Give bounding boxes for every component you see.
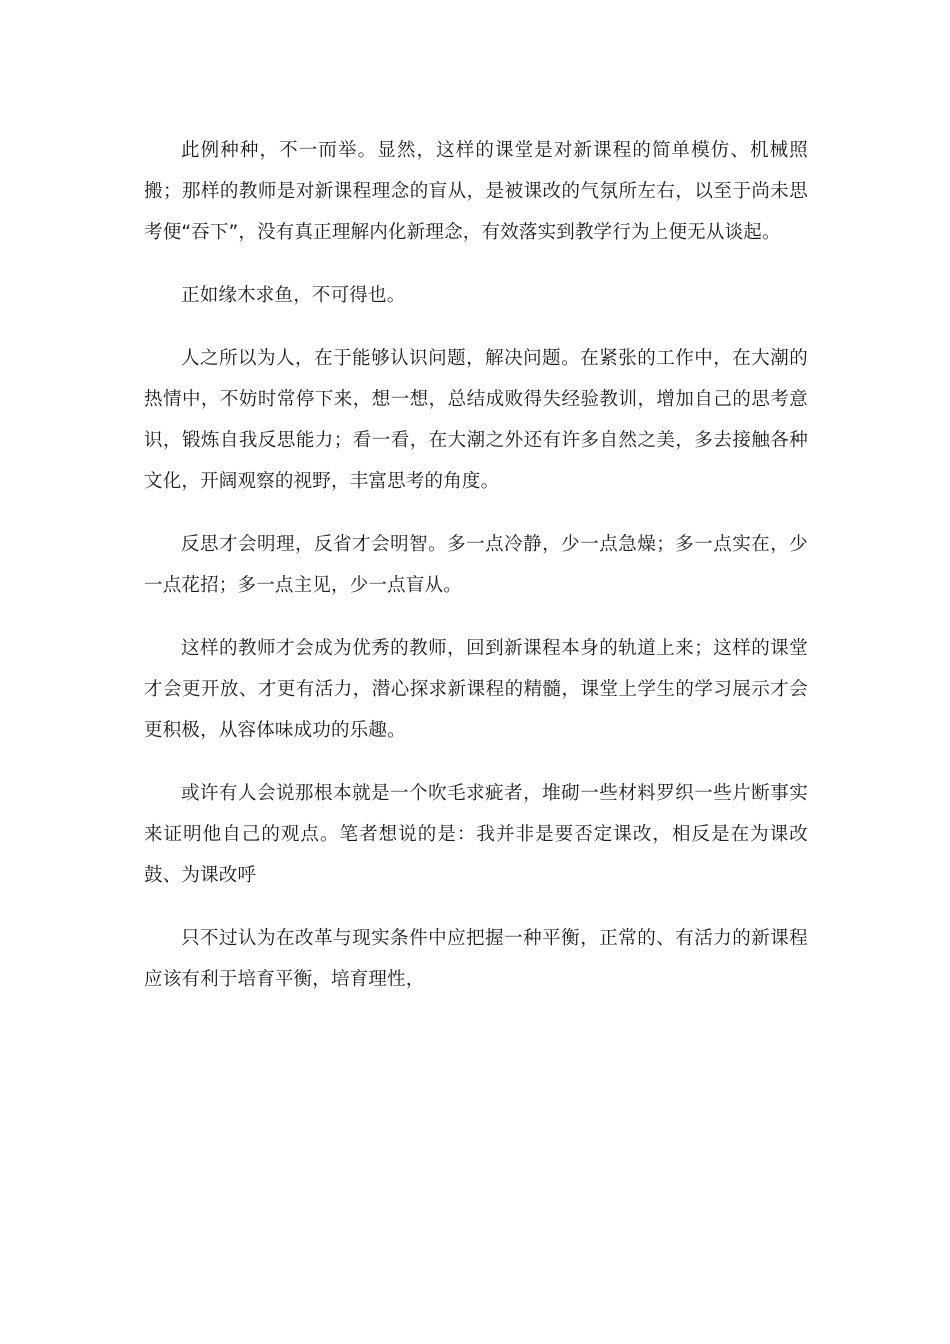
paragraph-5: 这样的教师才会成为优秀的教师，回到新课程本身的轨道上来；这样的课堂才会更开放、才更有活力，潜心探求新课程的精髓，课堂上学生的学习展示才会更积极，从容体味成功的乐趣。	[144, 638, 808, 741]
paragraph-spacer	[144, 606, 808, 628]
paragraph-6: 或许有人会说那根本就是一个吹毛求疵者，堆砌一些材料罗织一些片断事实来证明他自己的观点。笔者想说的是：我并非是要否定课改，相反是在为课改鼓、为课改呼	[144, 783, 808, 886]
paragraph-7: 只不过认为在改革与现实条件中应把握一种平衡，正常的、有活力的新课程应该有利于培育平衡，培育理性，	[144, 928, 808, 990]
paragraph-spacer	[144, 751, 808, 773]
paragraph-4: 反思才会明理，反省才会明智。多一点冷静，少一点急燥；多一点实在，少一点花招；多一点主见，少一点盲从。	[144, 534, 808, 596]
paragraph-spacer	[144, 316, 808, 338]
paragraph-2: 正如缘木求鱼，不可得也。	[181, 285, 406, 306]
paragraph-1: 此例种种，不一而举。显然，这样的课堂是对新课程的简单模仿、机械照搬；那样的教师是对新课程理念的盲从，是被课改的气氛所左右，以至于尚未思考便“吞下”，没有真正理解内化新理念，有效落实到教学行为上便无从谈起。	[144, 140, 808, 243]
paragraph-spacer	[144, 502, 808, 524]
document-body	[144, 130, 808, 1000]
paragraph-spacer	[144, 253, 808, 275]
paragraph-3: 人之所以为人，在于能够认识问题，解决问题。在紧张的工作中，在大潮的热情中，不妨时常停下来，想一想，总结成败得失经验教训，增加自己的思考意识，锻炼自我反思能力；看一看，在大潮之外还有许多自然之美，多去接触各种文化，开阔观察的视野，丰富思考的角度。	[144, 348, 808, 492]
paragraph-spacer	[144, 896, 808, 918]
